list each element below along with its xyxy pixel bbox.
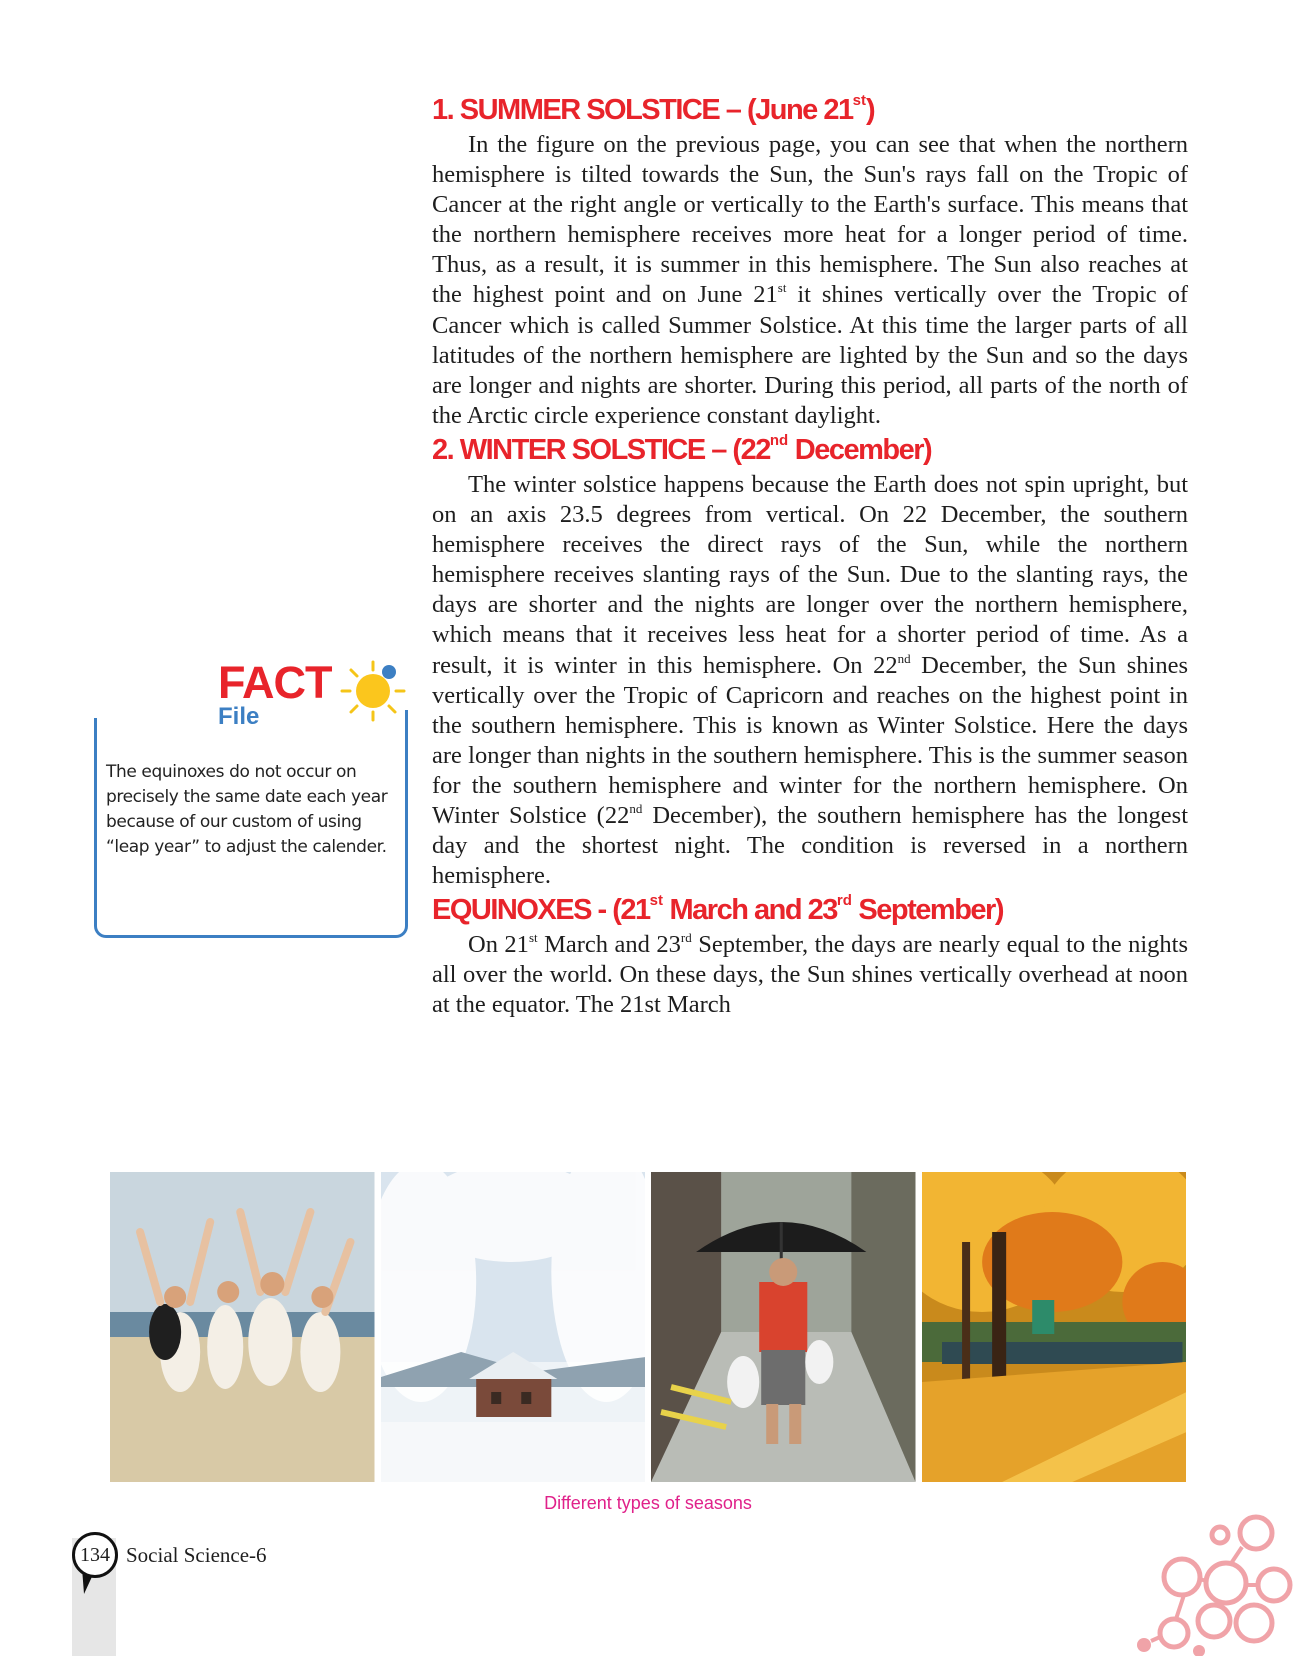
fact-file-subtitle: File bbox=[218, 703, 260, 730]
winter-solstice-heading bbox=[432, 432, 1188, 468]
rainy-season-photo bbox=[651, 1172, 916, 1482]
heading-sup: st bbox=[649, 892, 663, 910]
para-text: March and 23 bbox=[537, 931, 681, 959]
sun-icon bbox=[338, 658, 408, 724]
heading-end: December) bbox=[788, 433, 932, 466]
para-sup: rd bbox=[680, 930, 692, 946]
summer-solstice-heading bbox=[432, 92, 1188, 128]
para-text: December), the southern hemisphere has the longest day and the shortest night. The condition is reversed in a northern hemisphere. bbox=[432, 801, 1188, 890]
para-text: it shines vertically over the Tropic of Cancer which is called Summer Solstice. At this time the larger parts of all latitudes of the northern hemisphere are lighted by the Sun and so the days are longer and nights are shorter. During this period, all parts of the north of the Arctic circle experience constant daylight. bbox=[432, 281, 1188, 429]
heading-sup: nd bbox=[769, 431, 789, 449]
heading-sup: st bbox=[852, 92, 866, 109]
para-text: December, the Sun shines vertically over the Tropic of Capricorn and reaches on the highest point in the southern hemisphere. This is known as Winter Solstice. Here the days are longer than nights in the southern hemisphere. This is the summer season for the southern hemisphere and winter for the northern hemisphere. On Winter Solstice (22 bbox=[432, 651, 1188, 829]
summer-beach-photo bbox=[110, 1172, 375, 1482]
equinoxes-heading bbox=[432, 892, 1188, 928]
para-sup: st bbox=[528, 930, 538, 946]
para-sup: nd bbox=[629, 800, 643, 816]
photos-caption: Different types of seasons bbox=[544, 1493, 752, 1513]
autumn-park-photo bbox=[922, 1172, 1187, 1482]
winter-snow-photo bbox=[381, 1172, 646, 1482]
heading-number: 2. bbox=[432, 433, 454, 466]
para-sup: nd bbox=[897, 650, 911, 666]
para-sup: st bbox=[777, 280, 787, 296]
season-photos bbox=[110, 1172, 1186, 1482]
para-text: On 21 bbox=[468, 931, 529, 959]
heading-number: 1. bbox=[432, 94, 454, 126]
fact-file-text: The equinoxes do not occur on precisely the same date each year because of our custom of using “leap year” to adjust the calender. bbox=[106, 762, 388, 857]
summer-solstice-paragraph bbox=[432, 130, 1188, 431]
book-title: Social Science-6 bbox=[126, 1543, 267, 1567]
para-text: In the figure on the previous page, you can see that when the northern hemisphere is tilted towards the Sun, the Sun's rays fall on the Tropic of Cancer at the right angle or vertically to the Earth's surface. This means that the northern hemisphere receives more heat for a longer period of time. Thus, as a result, it is summer in this hemisphere. The Sun also reaches at the highest point and on June 21 bbox=[432, 131, 1188, 309]
heading-sup: rd bbox=[836, 892, 852, 910]
heading-end: September) bbox=[851, 894, 1003, 927]
heading-text: WINTER SOLSTICE – (22 bbox=[453, 433, 770, 466]
equinoxes-paragraph bbox=[432, 930, 1188, 1020]
fact-file-title: FACT bbox=[218, 657, 332, 708]
para-text: The winter solstice happens because the Earth does not spin upright, but on an axis 23.5 degrees from vertical. On 22 December, the southern hemisphere receives the direct rays of the Sun, while the northern hemisphere receives slanting rays of the Sun. Due to the slanting rays, the days are shorter and the nights are longer over the northern hemisphere, which means that it receives less heat for a shorter period of time. As a result, it is winter in this hemisphere. On 22 bbox=[432, 470, 1188, 679]
circle-pattern-decoration bbox=[1124, 1505, 1296, 1656]
heading-text: SUMMER SOLSTICE – (June 21 bbox=[453, 94, 853, 126]
heading-end: ) bbox=[865, 94, 875, 126]
para-text: September, the days are nearly equal to the nights all over the world. On these days, the Sun shines vertically overhead at noon at the equator. The 21st March bbox=[432, 931, 1188, 1019]
page-number: 134 bbox=[72, 1532, 118, 1578]
heading-text: March and 23 bbox=[662, 894, 837, 927]
main-content bbox=[432, 92, 1188, 1022]
winter-solstice-paragraph bbox=[432, 470, 1188, 891]
heading-text: EQUINOXES - (21 bbox=[432, 894, 650, 927]
